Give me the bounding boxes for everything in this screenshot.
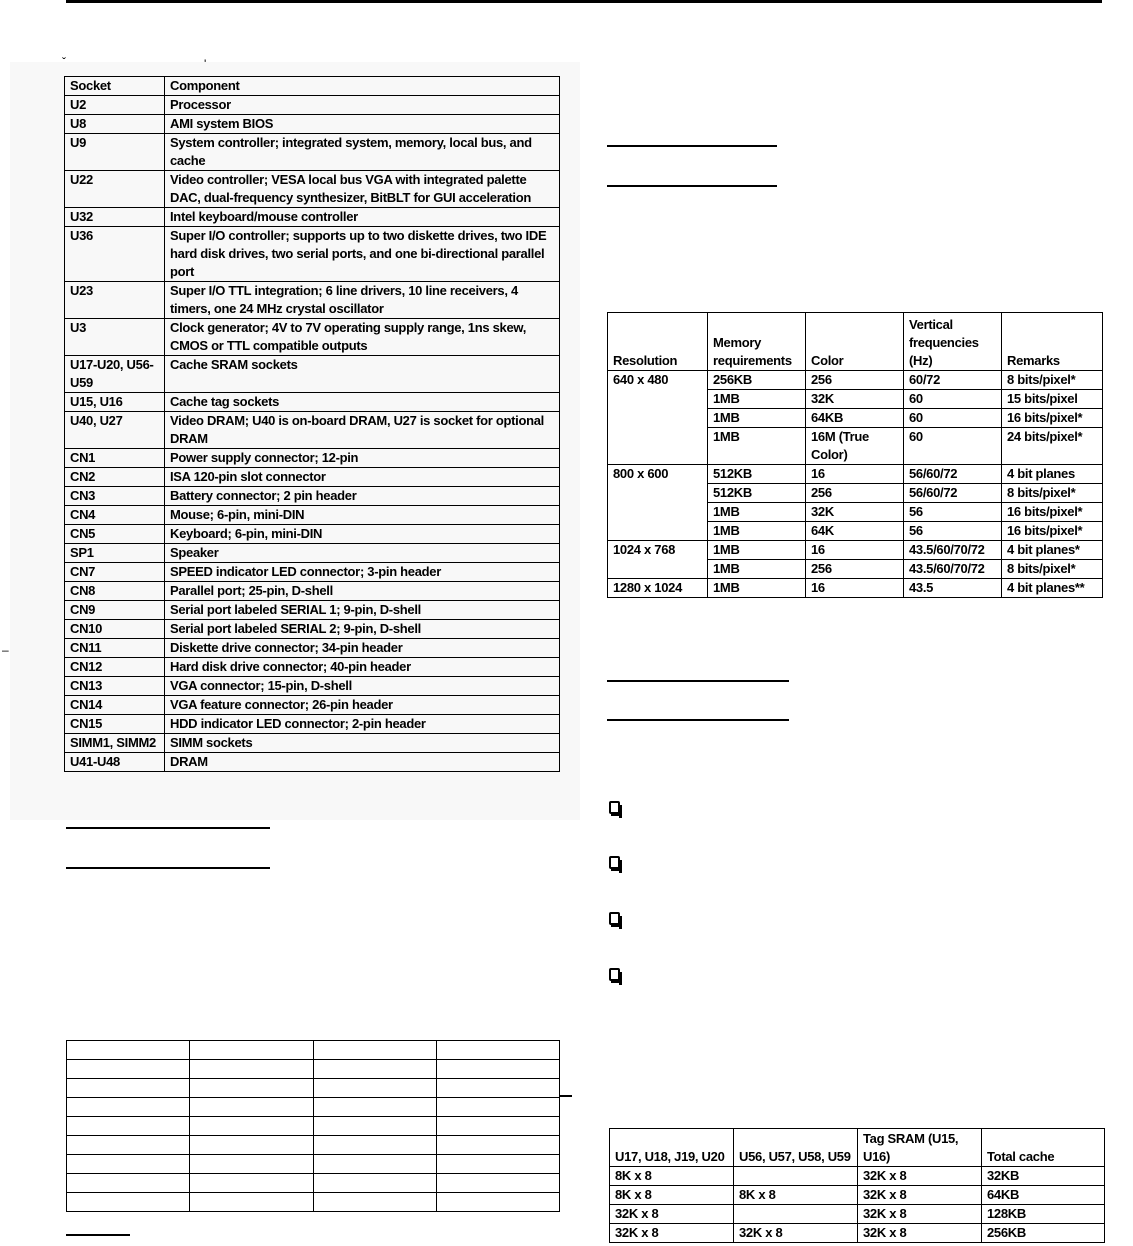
component-cell: VGA connector; 15-pin, D-shell (165, 677, 560, 696)
blank-cell (67, 1079, 190, 1098)
blank-cell (67, 1098, 190, 1117)
socket-cell: CN4 (65, 506, 165, 525)
component-cell: Diskette drive connector; 34-pin header (165, 639, 560, 658)
color-cell: 16 (806, 579, 904, 598)
table-row (65, 677, 560, 696)
table-row (67, 1117, 560, 1136)
cache-configuration-table (609, 1128, 1105, 1243)
color-cell: 256 (806, 371, 904, 390)
resolution-cell: 1024 x 768 (608, 541, 708, 579)
socket-cell: CN10 (65, 620, 165, 639)
rule-right-3 (607, 680, 789, 682)
blank-cell (313, 1060, 436, 1079)
header-cache-bank-a: U17, U18, J19, U20 (610, 1129, 734, 1167)
blank-cell (190, 1155, 313, 1174)
remarks-cell: 16 bits/pixel* (1002, 409, 1103, 428)
blank-cell (436, 1193, 559, 1212)
blank-cell (67, 1117, 190, 1136)
table-row (65, 525, 560, 544)
component-cell: Processor (165, 96, 560, 115)
socket-cell: U17-U20, U56-U59 (65, 356, 165, 393)
component-cell: DRAM (165, 753, 560, 772)
cache-bank-a-cell: 8K x 8 (610, 1167, 734, 1186)
table-row (608, 371, 1103, 390)
blank-cell (313, 1041, 436, 1060)
memory-cell: 512KB (708, 484, 806, 503)
color-cell: 256 (806, 484, 904, 503)
blank-cell (436, 1136, 559, 1155)
color-cell: 32K (806, 390, 904, 409)
socket-cell: U9 (65, 134, 165, 171)
table-row (67, 1174, 560, 1193)
checkbox-bullet-2 (609, 856, 620, 869)
color-cell: 16M (True Color) (806, 428, 904, 465)
blank-cell (313, 1193, 436, 1212)
table-row (65, 171, 560, 208)
socket-cell: CN5 (65, 525, 165, 544)
blank-cell (67, 1174, 190, 1193)
table-row (65, 227, 560, 282)
blank-cell (313, 1155, 436, 1174)
header-resolution: Resolution (608, 313, 708, 371)
margin-mark: – (2, 643, 9, 657)
frequency-cell: 56/60/72 (904, 484, 1002, 503)
memory-cell: 1MB (708, 409, 806, 428)
header-tag-sram: Tag SRAM (U15, U16) (858, 1129, 982, 1167)
table-row (608, 465, 1103, 484)
memory-cell: 1MB (708, 541, 806, 560)
table-row (65, 115, 560, 134)
header-component: Component (165, 77, 560, 96)
socket-cell: CN7 (65, 563, 165, 582)
rule-right-2 (607, 185, 777, 187)
remarks-cell: 8 bits/pixel* (1002, 560, 1103, 579)
blank-cell (190, 1117, 313, 1136)
component-cell: System controller; integrated system, memory, local bus, and cache (165, 134, 560, 171)
table-row (65, 639, 560, 658)
socket-cell: CN12 (65, 658, 165, 677)
component-cell: Super I/O TTL integration; 6 line drivers, 10 line receivers, 4 timers, one 24 MHz crystal oscillator (165, 282, 560, 319)
component-cell: SPEED indicator LED connector; 3-pin header (165, 563, 560, 582)
socket-cell: U41-U48 (65, 753, 165, 772)
socket-cell: U36 (65, 227, 165, 282)
frequency-cell: 56/60/72 (904, 465, 1002, 484)
blank-cell (67, 1041, 190, 1060)
socket-cell: U23 (65, 282, 165, 319)
socket-cell: CN15 (65, 715, 165, 734)
table-header-row (608, 313, 1103, 371)
blank-cell (436, 1041, 559, 1060)
table-row (65, 134, 560, 171)
component-cell: Video DRAM; U40 is on-board DRAM, U27 is socket for optional DRAM (165, 412, 560, 449)
blank-cell (436, 1174, 559, 1193)
memory-cell: 1MB (708, 428, 806, 465)
rule-right-1 (607, 145, 777, 147)
blank-cell (190, 1098, 313, 1117)
memory-cell: 1MB (708, 579, 806, 598)
remarks-cell: 8 bits/pixel* (1002, 371, 1103, 390)
memory-cell: 1MB (708, 522, 806, 541)
resolution-cell: 800 x 600 (608, 465, 708, 541)
component-cell: HDD indicator LED connector; 2-pin header (165, 715, 560, 734)
frequency-cell: 60 (904, 428, 1002, 465)
component-cell: Cache SRAM sockets (165, 356, 560, 393)
blank-cell (67, 1060, 190, 1079)
total-cache-cell: 64KB (982, 1186, 1105, 1205)
blank-cell (190, 1136, 313, 1155)
header-socket: Socket (65, 77, 165, 96)
component-cell: AMI system BIOS (165, 115, 560, 134)
checkbox-bullet-3 (609, 912, 620, 925)
remarks-cell: 15 bits/pixel (1002, 390, 1103, 409)
component-cell: ISA 120-pin slot connector (165, 468, 560, 487)
table-row (65, 449, 560, 468)
socket-cell: SP1 (65, 544, 165, 563)
table-row (67, 1136, 560, 1155)
header-cache-bank-b: U56, U57, U58, U59 (734, 1129, 858, 1167)
socket-cell: U2 (65, 96, 165, 115)
cache-bank-b-cell (734, 1167, 858, 1186)
socket-cell: U22 (65, 171, 165, 208)
component-cell: Video controller; VESA local bus VGA with integrated palette DAC, dual-frequency synthesizer, BitBLT for GUI acceleration (165, 171, 560, 208)
cache-bank-b-cell: 8K x 8 (734, 1186, 858, 1205)
cache-bank-a-cell: 32K x 8 (610, 1224, 734, 1243)
total-cache-cell: 32KB (982, 1167, 1105, 1186)
table-row (610, 1167, 1105, 1186)
resolution-cell: 640 x 480 (608, 371, 708, 465)
component-cell: Hard disk drive connector; 40-pin header (165, 658, 560, 677)
table-row (65, 393, 560, 412)
table-row (67, 1079, 560, 1098)
checkbox-bullet-4 (609, 968, 620, 981)
table-row (610, 1186, 1105, 1205)
component-cell: Mouse; 6-pin, mini-DIN (165, 506, 560, 525)
table-row (65, 208, 560, 227)
blank-cell (190, 1041, 313, 1060)
tag-sram-cell: 32K x 8 (858, 1205, 982, 1224)
blank-cell (436, 1155, 559, 1174)
remarks-cell: 16 bits/pixel* (1002, 503, 1103, 522)
header-frequencies: Vertical frequencies (Hz) (904, 313, 1002, 371)
total-cache-cell: 256KB (982, 1224, 1105, 1243)
socket-cell: U3 (65, 319, 165, 356)
blank-cell (436, 1060, 559, 1079)
header-rule (66, 0, 1102, 3)
socket-cell: CN14 (65, 696, 165, 715)
remarks-cell: 16 bits/pixel* (1002, 522, 1103, 541)
table-row (65, 563, 560, 582)
component-cell: Cache tag sockets (165, 393, 560, 412)
color-cell: 64KB (806, 409, 904, 428)
table-row (67, 1155, 560, 1174)
header-color: Color (806, 313, 904, 371)
cache-bank-b-cell (734, 1205, 858, 1224)
header-remarks: Remarks (1002, 313, 1103, 371)
blank-cell (190, 1174, 313, 1193)
socket-cell: SIMM1, SIMM2 (65, 734, 165, 753)
blank-cell (313, 1079, 436, 1098)
blank-cell (313, 1174, 436, 1193)
frequency-cell: 60 (904, 390, 1002, 409)
memory-cell: 512KB (708, 465, 806, 484)
table-row (65, 506, 560, 525)
blank-cell (190, 1079, 313, 1098)
component-cell: Super I/O controller; supports up to two diskette drives, two IDE hard disk drives, two serial ports, and one bi-directional parallel port (165, 227, 560, 282)
blank-table-tick (560, 1095, 572, 1097)
table-row (65, 734, 560, 753)
table-row (610, 1205, 1105, 1224)
table-row (67, 1060, 560, 1079)
socket-cell: CN13 (65, 677, 165, 696)
rule-right-4 (607, 719, 789, 721)
component-cell: Parallel port; 25-pin, D-shell (165, 582, 560, 601)
socket-cell: CN9 (65, 601, 165, 620)
table-row (65, 319, 560, 356)
memory-cell: 1MB (708, 560, 806, 579)
socket-cell: U40, U27 (65, 412, 165, 449)
remarks-cell: 4 bit planes** (1002, 579, 1103, 598)
component-cell: Serial port labeled SERIAL 2; 9-pin, D-shell (165, 620, 560, 639)
remarks-cell: 4 bit planes (1002, 465, 1103, 484)
socket-cell: U8 (65, 115, 165, 134)
color-cell: 16 (806, 465, 904, 484)
resolution-cell: 1280 x 1024 (608, 579, 708, 598)
frequency-cell: 56 (904, 503, 1002, 522)
component-cell: Power supply connector; 12-pin (165, 449, 560, 468)
frequency-cell: 43.5/60/70/72 (904, 541, 1002, 560)
rule-left-3 (66, 1234, 130, 1236)
tag-sram-cell: 32K x 8 (858, 1167, 982, 1186)
blank-grid-table (66, 1040, 560, 1212)
table-row (65, 356, 560, 393)
table-row (65, 620, 560, 639)
table-row (67, 1041, 560, 1060)
blank-cell (190, 1060, 313, 1079)
color-cell: 16 (806, 541, 904, 560)
table-row (65, 487, 560, 506)
table-row (65, 696, 560, 715)
table-header-row (610, 1129, 1105, 1167)
memory-cell: 1MB (708, 390, 806, 409)
checkbox-bullet-1 (609, 801, 620, 814)
frequency-cell: 43.5/60/70/72 (904, 560, 1002, 579)
color-cell: 256 (806, 560, 904, 579)
rule-left-1 (66, 827, 270, 829)
header-total-cache: Total cache (982, 1129, 1105, 1167)
table-row (67, 1098, 560, 1117)
frequency-cell: 60 (904, 409, 1002, 428)
memory-cell: 1MB (708, 503, 806, 522)
color-cell: 64K (806, 522, 904, 541)
memory-cell: 256KB (708, 371, 806, 390)
remarks-cell: 24 bits/pixel* (1002, 428, 1103, 465)
table-row (65, 601, 560, 620)
table-row (65, 96, 560, 115)
table-row (65, 282, 560, 319)
tag-sram-cell: 32K x 8 (858, 1224, 982, 1243)
component-cell: Serial port labeled SERIAL 1; 9-pin, D-shell (165, 601, 560, 620)
component-cell: Keyboard; 6-pin, mini-DIN (165, 525, 560, 544)
cache-bank-a-cell: 8K x 8 (610, 1186, 734, 1205)
socket-cell: U32 (65, 208, 165, 227)
blank-cell (190, 1193, 313, 1212)
socket-component-table (64, 76, 560, 772)
table-row (65, 753, 560, 772)
component-cell: SIMM sockets (165, 734, 560, 753)
table-row (65, 468, 560, 487)
tag-sram-cell: 32K x 8 (858, 1186, 982, 1205)
total-cache-cell: 128KB (982, 1205, 1105, 1224)
component-cell: Speaker (165, 544, 560, 563)
table-row (65, 715, 560, 734)
blank-cell (313, 1136, 436, 1155)
table-row (65, 582, 560, 601)
table-header-row (65, 77, 560, 96)
table-row (65, 544, 560, 563)
frequency-cell: 56 (904, 522, 1002, 541)
component-cell: Intel keyboard/mouse controller (165, 208, 560, 227)
table-row (65, 412, 560, 449)
remarks-cell: 4 bit planes* (1002, 541, 1103, 560)
video-resolution-table (607, 312, 1103, 598)
socket-cell: CN1 (65, 449, 165, 468)
component-cell: VGA feature connector; 26-pin header (165, 696, 560, 715)
cache-bank-a-cell: 32K x 8 (610, 1205, 734, 1224)
blank-cell (436, 1079, 559, 1098)
remarks-cell: 8 bits/pixel* (1002, 484, 1103, 503)
table-row (67, 1193, 560, 1212)
color-cell: 32K (806, 503, 904, 522)
frequency-cell: 43.5 (904, 579, 1002, 598)
socket-cell: CN11 (65, 639, 165, 658)
table-row (608, 579, 1103, 598)
blank-cell (67, 1136, 190, 1155)
table-row (65, 658, 560, 677)
component-cell: Clock generator; 4V to 7V operating supply range, 1ns skew, CMOS or TTL compatible outputs (165, 319, 560, 356)
blank-cell (313, 1098, 436, 1117)
frequency-cell: 60/72 (904, 371, 1002, 390)
component-cell: Battery connector; 2 pin header (165, 487, 560, 506)
blank-cell (67, 1155, 190, 1174)
rule-left-2 (66, 867, 270, 869)
socket-cell: CN2 (65, 468, 165, 487)
blank-cell (436, 1098, 559, 1117)
socket-cell: CN8 (65, 582, 165, 601)
header-memory: Memory requirements (708, 313, 806, 371)
cache-bank-b-cell: 32K x 8 (734, 1224, 858, 1243)
blank-cell (436, 1117, 559, 1136)
socket-cell: CN3 (65, 487, 165, 506)
table-row (610, 1224, 1105, 1243)
blank-cell (67, 1193, 190, 1212)
blank-cell (313, 1117, 436, 1136)
table-row (608, 541, 1103, 560)
socket-cell: U15, U16 (65, 393, 165, 412)
